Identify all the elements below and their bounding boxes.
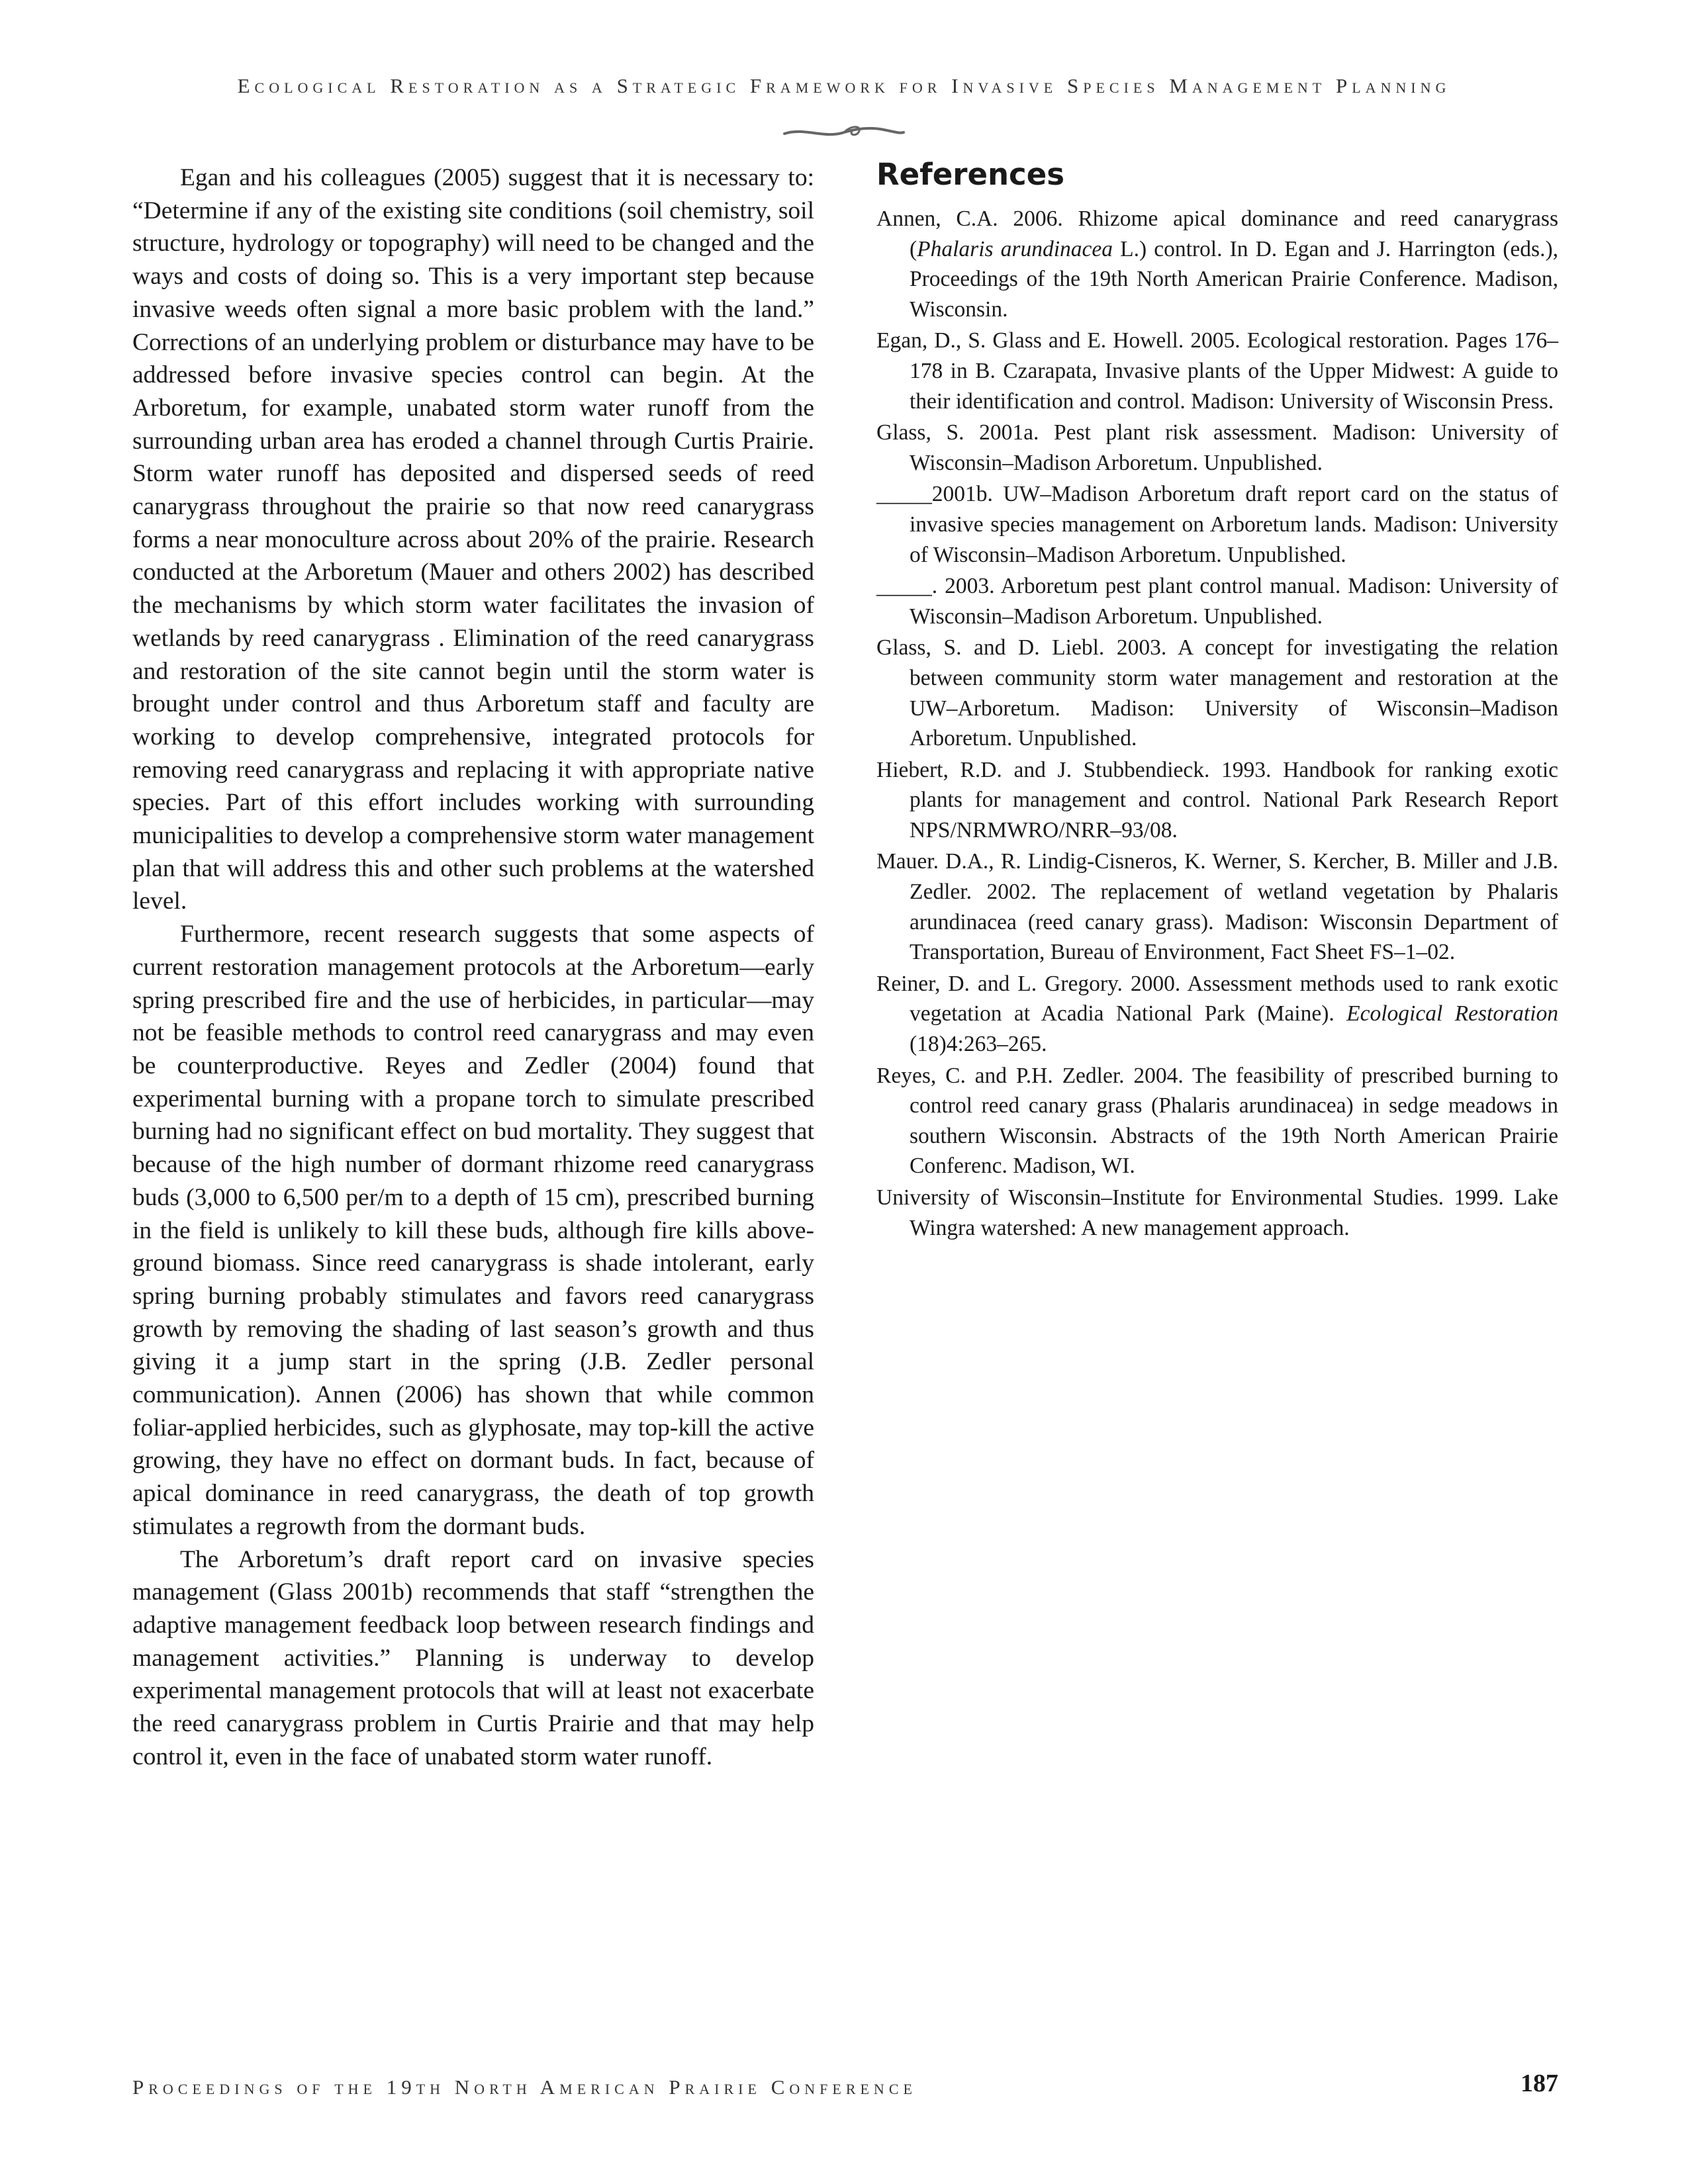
- references-heading: References: [876, 157, 1064, 192]
- reference-entry: _____2001b. UW–Madison Arboretum draft report card on the status of invasive species management on Arboretum lands. Madison: University of Wisconsin–Madison Arboretum. Unpublished.: [876, 482, 1558, 567]
- reference-entry: Glass, S. and D. Liebl. 2003. A concept for investigating the relation between community storm water management and restoration at the UW–Arboretum. Madison: University of Wisconsin–Madison Arboretum. Unpublished.: [876, 635, 1558, 751]
- reference-entry: Hiebert, R.D. and J. Stubbendieck. 1993. Handbook for ranking exotic plants for management and control. National Park Research Report NPS/NRMWRO/NRR–93/08.: [876, 757, 1558, 842]
- reference-entry: Mauer. D.A., R. Lindig-Cisneros, K. Werner, S. Kercher, B. Miller and J.B. Zedler. 2002. The replacement of wetland vegetation by Phalaris arundinacea (reed canary grass). Madison: Wisconsin Department of Transportation, Bureau of Environment, Fact Sheet FS–1–02.: [876, 849, 1558, 965]
- body-paragraph: Furthermore, recent research suggests that some aspects of current restoration management protocols at the Arboretum—early spring prescribed fire and the use of herbicides, in particular—may not be feasible methods to control reed canarygrass and may even be counterproductive. Reyes and Zedler (2004) found that experimental burning with a propane torch to simulate prescribed burning had no significant effect on bud mortality. They suggest that because of the high number of dormant rhizome reed canarygrass buds (3,000 to 6,500 per/m to a depth of 15 cm), prescribed burning in the field is unlikely to kill these buds, although fire kills aboveground biomass. Since reed canarygrass is shade intolerant, early spring burning probably stimulates and favors reed canarygrass growth by removing the shading of last season’s growth and thus giving it a jump start in the spring (J.B. Zedler personal communication). Annen (2006) has shown that while common foliar-applied herbicides, such as glyphosate, may top-kill the active growing, they have no effect on dormant buds. In fact, because of apical dominance in reed canarygrass, the death of top growth stimulates a regrowth from the dormant buds.: [132, 921, 814, 1540]
- body-paragraph: Egan and his colleagues (2005) suggest that it is necessary to: “Determine if any of the existing site conditions (soil chemistry, soil structure, hydrology or topography) will need to be changed and the ways and costs of doing so. This is a very important step because invasive weeds often signal a more basic problem with the land.” Corrections of an underlying problem or disturbance may have to be addressed before invasive species control can begin. At the Arboretum, for example, unabated storm water runoff from the surrounding urban area has eroded a channel through Curtis Prairie. Storm water runoff has deposited and dispersed seeds of reed canarygrass throughout the prairie so that now reed canarygrass forms a near monoculture across about 20% of the prairie. Research conducted at the Arboretum (Mauer and others 2002) has described the mechanisms by which storm water facilitates the invasion of wetlands by reed canarygrass . Elimination of the reed canarygrass and restoration of the site cannot begin until the storm water is brought under control and thus Arboretum staff and faculty are working to develop comprehensive, integrated protocols for removing reed canarygrass and replacing it with appropriate native species. Part of this effort includes working with surrounding municipalities to develop a comprehensive storm water management plan that will address this and other such problems at the watershed level.: [132, 164, 814, 915]
- ornament-divider: [778, 119, 910, 146]
- reference-entry: Glass, S. 2001a. Pest plant risk assessment. Madison: University of Wisconsin–Madison Arboretum. Unpublished.: [876, 420, 1558, 475]
- reference-entry: Reyes, C. and P.H. Zedler. 2004. The feasibility of prescribed burning to control reed canary grass (Phalaris arundinacea) in sedge meadows in southern Wisconsin. Abstracts of the 19th North American Prairie Conferenc. Madison, WI.: [876, 1063, 1558, 1179]
- reference-entry: Egan, D., S. Glass and E. Howell. 2005. Ecological restoration. Pages 176–178 in B. Czarapata, Invasive plants of the Upper Midwest: A guide to their identification and control. Madison: University of Wisconsin Press.: [876, 328, 1558, 414]
- running-head: Ecological Restoration as a Strategic Framework for Invasive Species Management Planning: [237, 74, 1451, 97]
- body-column: [132, 161, 814, 1773]
- reference-entry: Annen, C.A. 2006. Rhizome apical dominance and reed canarygrass (Phalaris arundinacea L.) control. In D. Egan and J. Harrington (eds.), Proceedings of the 19th North American Prairie Conference. Madison, Wisconsin.: [876, 206, 1558, 322]
- references-section: [876, 155, 1558, 1244]
- reference-entry: _____. 2003. Arboretum pest plant control manual. Madison: University of Wisconsin–Madison Arboretum. Unpublished.: [876, 574, 1558, 629]
- body-paragraph: The Arboretum’s draft report card on invasive species management (Glass 2001b) recommends that staff “strengthen the adaptive management feedback loop between research findings and management activities.” Planning is underway to develop experimental management protocols that will at least not exacerbate the reed canarygrass problem in Curtis Prairie and that may help control it, even in the face of unabated storm water runoff.: [132, 1545, 814, 1770]
- footer-proceedings: Proceedings of the 19th North American Prairie Conference: [132, 2075, 917, 2099]
- references-list: [876, 204, 1558, 1243]
- page-number: 187: [1521, 2070, 1558, 2097]
- reference-entry: University of Wisconsin–Institute for Environmental Studies. 1999. Lake Wingra watershed: A new management approach.: [876, 1185, 1558, 1240]
- reference-entry: Reiner, D. and L. Gregory. 2000. Assessment methods used to rank exotic vegetation at Acadia National Park (Maine). Ecological Restoration (18)4:263–265.: [876, 971, 1558, 1057]
